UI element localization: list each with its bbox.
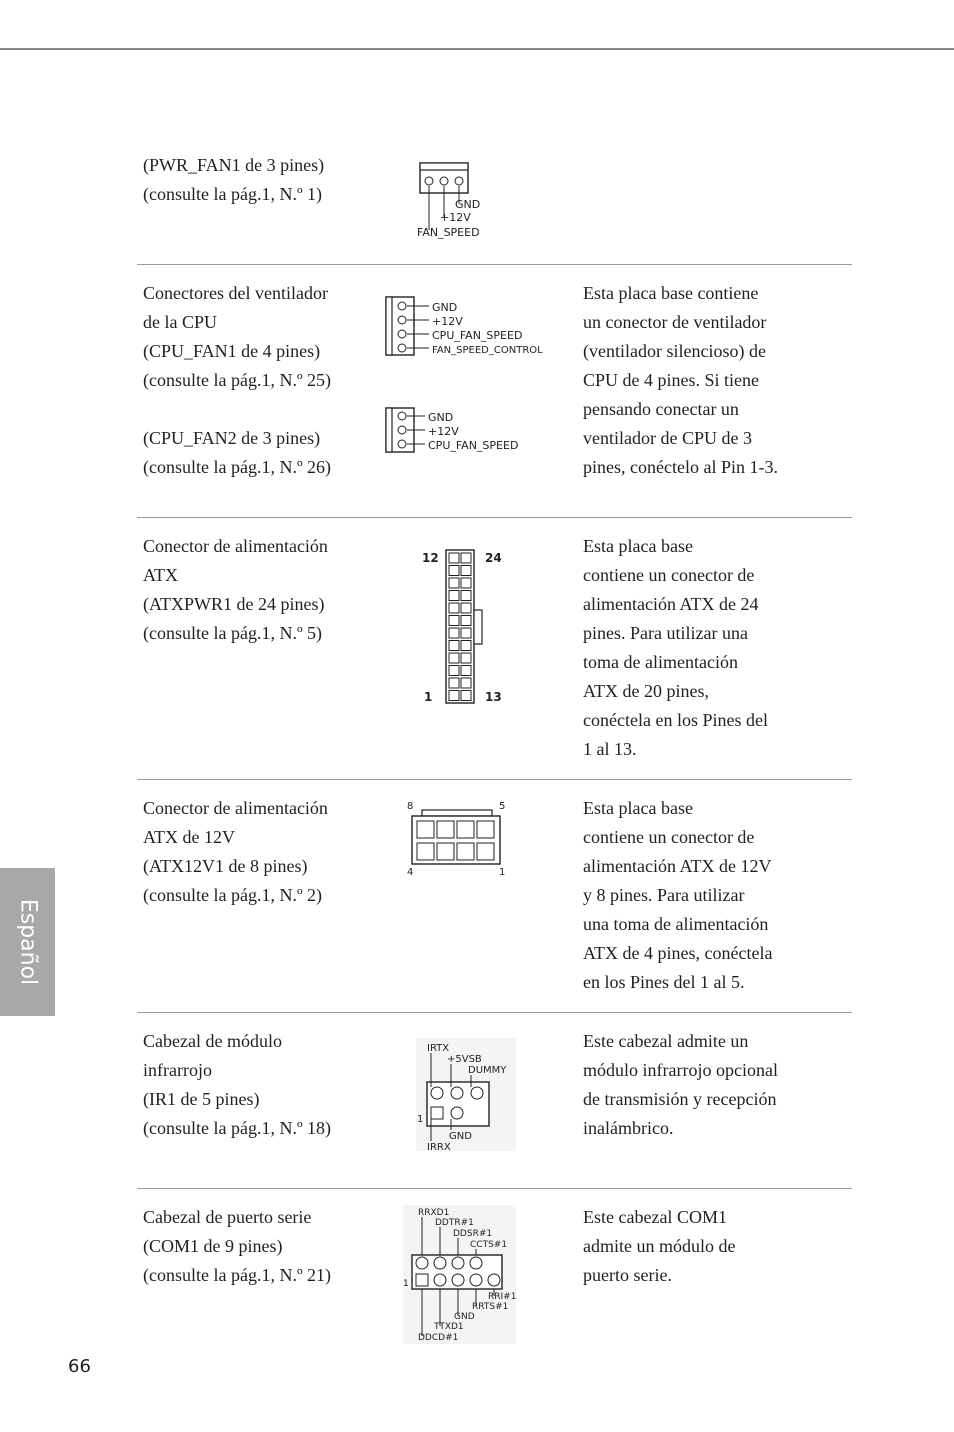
pin-label-1: 1: [417, 1114, 424, 1125]
pin-bottom: [470, 1274, 482, 1286]
text-line: pensando conectar un: [583, 399, 739, 419]
pin-cell: [461, 591, 471, 601]
pin-cell: [461, 678, 471, 688]
text-line: admite un módulo de: [583, 1236, 736, 1256]
pin-label-12: 12: [422, 551, 439, 565]
pin-cell: [449, 591, 459, 601]
atx12v-description: [143, 794, 368, 910]
text-line: un conector de ventilador: [583, 312, 767, 332]
pin-label-gnd: GND: [449, 1131, 472, 1142]
pin-label-5: 5: [499, 801, 506, 812]
text-line: alimentación ATX de 24: [583, 594, 759, 614]
pin-label-gnd: GND: [428, 411, 454, 424]
pin-cell: [449, 578, 459, 588]
pin-label-rri1: RRI#1: [488, 1292, 517, 1302]
pin-cell: [449, 641, 459, 651]
text-line: (consulte la pág.1, N.º 21): [143, 1265, 332, 1285]
page-number: 66: [68, 1356, 91, 1377]
text-line: pines. Para utilizar una: [583, 623, 748, 643]
com-header-description: [143, 1203, 368, 1290]
pwr-fan-pinout-diagram: [412, 160, 512, 242]
section-divider: [137, 779, 852, 780]
atx-power-explanation: [583, 532, 823, 764]
text-line: Conectores del ventilador: [143, 283, 328, 303]
pin-3: [455, 177, 463, 185]
text-line: módulo infrarrojo opcional: [583, 1060, 778, 1080]
pin-cell: [417, 843, 434, 860]
section-divider: [137, 1012, 852, 1013]
pin-2: [398, 426, 406, 434]
text-line: (ventilador silencioso) de: [583, 341, 766, 361]
pin-label-rrxd1: RRXD1: [418, 1208, 450, 1218]
pin-cell: [449, 653, 459, 663]
section-divider: [137, 517, 852, 518]
pin-label-dummy: DUMMY: [468, 1065, 507, 1076]
pin-cell: [449, 628, 459, 638]
text-line: infrarrojo: [143, 1060, 212, 1080]
pin-cell: [461, 653, 471, 663]
text-line: de la CPU: [143, 312, 217, 332]
com-header-explanation: [583, 1203, 823, 1290]
text-line: una toma de alimentación: [583, 914, 769, 934]
pin-bottom: [488, 1274, 500, 1286]
pin-label-1: 1: [499, 867, 506, 878]
text-line: contiene un conector de: [583, 827, 755, 847]
pin-label-12v: +12V: [428, 425, 459, 438]
ir-header-pinout-diagram: [413, 1038, 518, 1153]
text-line: (IR1 de 5 pines): [143, 1089, 260, 1109]
pin-cell: [461, 566, 471, 576]
text-line: Esta placa base: [583, 798, 693, 818]
pin-label-1: 1: [424, 690, 433, 704]
pin-label-gnd: GND: [454, 1312, 475, 1322]
header-rule: [0, 48, 954, 50]
cpu-fan-explanation: [583, 279, 823, 482]
section-divider: [137, 264, 852, 265]
pin-cell: [417, 821, 434, 838]
text-line: (ATXPWR1 de 24 pines): [143, 594, 325, 614]
pin-label-ddcd1: DDCD#1: [418, 1333, 459, 1343]
text-line: puerto serie.: [583, 1265, 672, 1285]
text-line: de transmisión y recepción: [583, 1089, 777, 1109]
pin-cell: [461, 553, 471, 563]
pin-cell: [461, 616, 471, 626]
text-line: Cabezal de módulo: [143, 1031, 282, 1051]
text-line: (consulte la pág.1, N.º 25): [143, 370, 332, 390]
pin-cell: [457, 843, 474, 860]
pin-label-24: 24: [485, 551, 502, 565]
text-line: Conector de alimentación: [143, 798, 328, 818]
pin-cell: [449, 616, 459, 626]
pin-cell: [449, 678, 459, 688]
text-line: CPU de 4 pines. Si tiene: [583, 370, 759, 390]
pin-1-square: [431, 1107, 443, 1119]
pin-label-fan-speed-control: FAN_SPEED_CONTROL: [432, 345, 543, 356]
ir-header-explanation: [583, 1027, 823, 1143]
pin-dummy: [471, 1087, 483, 1099]
com-header-pinout-diagram: [400, 1205, 518, 1345]
language-label: Español: [15, 898, 40, 986]
atx12v-explanation: [583, 794, 823, 997]
text-line: (consulte la pág.1, N.º 5): [143, 623, 323, 643]
pin-label-12v: +12V: [440, 211, 471, 224]
ir-header-description: [143, 1027, 368, 1143]
text-line: en los Pines del 1 al 5.: [583, 972, 745, 992]
text-line: (consulte la pág.1, N.º 18): [143, 1118, 332, 1138]
pin-label-cpu-fan-speed: CPU_FAN_SPEED: [428, 439, 519, 452]
pin-label-gnd: GND: [455, 198, 481, 211]
atx-power-description: [143, 532, 368, 648]
text-line: inalámbrico.: [583, 1118, 674, 1138]
pin-cell: [477, 843, 494, 860]
pin-top: [452, 1257, 464, 1269]
text-line: ATX: [143, 565, 178, 585]
pwr-fan-description: [143, 151, 368, 209]
text-line: Cabezal de puerto serie: [143, 1207, 312, 1227]
pin-label-8: 8: [407, 801, 414, 812]
text-line: ATX de 20 pines,: [583, 681, 709, 701]
pin-cell: [457, 821, 474, 838]
pin-top: [416, 1257, 428, 1269]
pin-label-ttxd1: TTXD1: [434, 1322, 464, 1332]
pin-label-irrx: IRRX: [427, 1142, 451, 1153]
pin-gnd: [451, 1107, 463, 1119]
text-line: toma de alimentación: [583, 652, 738, 672]
pin-label-irtx: IRTX: [427, 1043, 450, 1054]
pin-cell: [461, 641, 471, 651]
pin-1: [398, 302, 406, 310]
cpu-fan-description: [143, 279, 368, 482]
text-line: (consulte la pág.1, N.º 2): [143, 885, 323, 905]
text-line: Este cabezal COM1: [583, 1207, 727, 1227]
pin-cell: [449, 691, 459, 701]
pin-bottom: [452, 1274, 464, 1286]
pin-cell: [461, 578, 471, 588]
pin-1: [398, 412, 406, 420]
text-line: (PWR_FAN1 de 3 pines): [143, 155, 325, 175]
pin-cell: [449, 603, 459, 613]
text-line: Esta placa base: [583, 536, 693, 556]
text-line: Este cabezal admite un: [583, 1031, 749, 1051]
pin-1-square: [416, 1274, 428, 1286]
pin-4: [398, 344, 406, 352]
pin-cell: [449, 553, 459, 563]
text-line: pines, conéctelo al Pin 1-3.: [583, 457, 778, 477]
pin-cell: [461, 603, 471, 613]
text-line: (ATX12V1 de 8 pines): [143, 856, 308, 876]
text-line: (consulte la pág.1, N.º 1): [143, 184, 323, 204]
text-line: (consulte la pág.1, N.º 26): [143, 457, 332, 477]
text-line: y 8 pines. Para utilizar: [583, 885, 745, 905]
atx12v-8pin-pinout-diagram: [402, 797, 514, 879]
pin-1: [425, 177, 433, 185]
pin-3: [398, 330, 406, 338]
text-line: (COM1 de 9 pines): [143, 1236, 283, 1256]
pin-label-5vsb: +5VSB: [447, 1054, 482, 1065]
pin-2: [440, 177, 448, 185]
pin-cell: [449, 666, 459, 676]
pin-cell: [461, 628, 471, 638]
cpu-fan2-pinout-diagram: [383, 405, 533, 457]
pin-cell: [437, 843, 454, 860]
pin-top: [470, 1257, 482, 1269]
pin-label-13: 13: [485, 690, 502, 704]
text-line: alimentación ATX de 12V: [583, 856, 772, 876]
text-line: (CPU_FAN2 de 3 pines): [143, 428, 321, 448]
pin-top: [434, 1257, 446, 1269]
pin-5vsb: [451, 1087, 463, 1099]
text-line: ATX de 12V: [143, 827, 235, 847]
text-line: ATX de 4 pines, conéctela: [583, 943, 773, 963]
pin-label-fan-speed: FAN_SPEED: [417, 226, 480, 239]
text-line: contiene un conector de: [583, 565, 755, 585]
pin-2: [398, 316, 406, 324]
pin-bottom: [434, 1274, 446, 1286]
pin-label-1: 1: [403, 1279, 409, 1289]
pin-label-cpu-fan-speed: CPU_FAN_SPEED: [432, 329, 523, 342]
text-line: Conector de alimentación: [143, 536, 328, 556]
atx-24pin-pinout-diagram: [415, 544, 515, 709]
text-line: ventilador de CPU de 3: [583, 428, 752, 448]
pin-label-12v: +12V: [432, 315, 463, 328]
pin-cell: [461, 666, 471, 676]
pin-label-gnd: GND: [432, 301, 458, 314]
pin-label-rrts1: RRTS#1: [472, 1302, 509, 1312]
pin-cell: [437, 821, 454, 838]
pin-irtx: [431, 1087, 443, 1099]
text-line: conéctela en los Pines del: [583, 710, 768, 730]
pin-3: [398, 440, 406, 448]
text-line: 1 al 13.: [583, 739, 637, 759]
cpu-fan1-pinout-diagram: [383, 294, 553, 360]
text-line: (CPU_FAN1 de 4 pines): [143, 341, 321, 361]
pin-cell: [449, 566, 459, 576]
language-side-tab: [0, 868, 55, 1016]
pin-label-ccts1: CCTS#1: [470, 1240, 508, 1250]
section-divider: [137, 1188, 852, 1189]
pin-label-4: 4: [407, 867, 414, 878]
text-line: Esta placa base contiene: [583, 283, 759, 303]
pin-cell: [461, 691, 471, 701]
pin-label-ddsr1: DDSR#1: [453, 1229, 493, 1239]
pin-cell: [477, 821, 494, 838]
pin-label-ddtr1: DDTR#1: [435, 1218, 474, 1228]
